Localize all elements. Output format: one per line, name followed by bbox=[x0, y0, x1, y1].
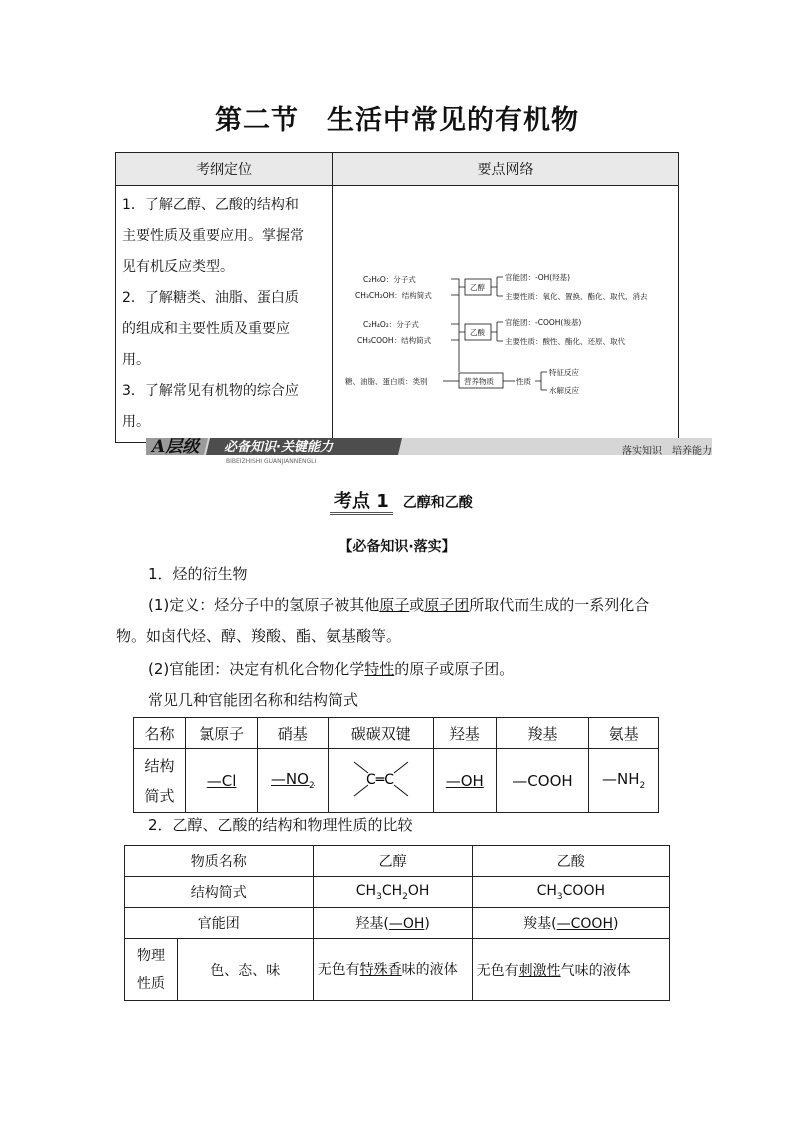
banner-main: 必备知识·关键能力 bbox=[224, 440, 333, 455]
header-network: 要点网络 bbox=[333, 153, 679, 186]
comparison-table bbox=[124, 845, 670, 1001]
acid-physical: 无色有刺激性气味的液体 bbox=[472, 939, 669, 1001]
acid-struct: CH₃COOH：结构简式 bbox=[357, 336, 432, 345]
syllabus-line: 主要性质及重要应用。掌握常 bbox=[122, 228, 304, 244]
acid-node: 乙酸 bbox=[470, 328, 485, 337]
row-physical: 物理 性质 bbox=[125, 939, 178, 1001]
col-nitro: 硝基 bbox=[258, 718, 328, 749]
underline-group: 原子团 bbox=[424, 596, 470, 614]
ethanol-structure: $CH_3CH_2OH$ bbox=[313, 877, 472, 908]
col-name: 名称 bbox=[134, 718, 186, 749]
nutrient-prop: 性质 bbox=[516, 377, 531, 386]
ethanol-fg-cell: 羟基(—OH) bbox=[313, 908, 472, 939]
double-bond-structure bbox=[346, 754, 416, 804]
row-color-state-odor: 色、态、味 bbox=[178, 939, 314, 1001]
nutrient-node: 营养物质 bbox=[464, 377, 494, 386]
banner-right-text: 落实知识 培养能力 bbox=[622, 446, 712, 457]
para-definition-cont: 物。如卤代烃、醇、羧酸、酯、氨基酸等。 bbox=[116, 627, 402, 645]
knowledge-network-diagram bbox=[333, 186, 681, 436]
svg-text:C═C: C═C bbox=[365, 771, 394, 788]
syllabus-cell bbox=[116, 186, 333, 443]
col-hydroxyl: 羟基 bbox=[433, 718, 496, 749]
cell-amino: $—NH_2$ bbox=[589, 749, 659, 813]
network-cell bbox=[333, 186, 679, 443]
row-functional-group: 官能团 bbox=[125, 908, 314, 939]
section-heading: 【必备知识·落实】 bbox=[338, 539, 456, 555]
syllabus-line: 1．了解乙醇、乙酸的结构和 bbox=[122, 197, 299, 213]
syllabus-line: 见有机反应类型。 bbox=[122, 259, 234, 275]
page-title: 第二节 生活中常见的有机物 bbox=[215, 105, 579, 136]
feature-reaction: 特征反应 bbox=[549, 368, 579, 377]
syllabus-line: 2．了解糖类、油脂、蛋白质 bbox=[122, 290, 299, 306]
col-amino: 氨基 bbox=[589, 718, 659, 749]
level-banner bbox=[146, 438, 712, 466]
acid-prop: 主要性质：酸性、酯化、还原、取代 bbox=[505, 337, 625, 346]
para-functional-group: (2)官能团：决定有机化合物化学特性的原子或原子团。 bbox=[148, 660, 515, 678]
acid-structure: $CH_3COOH$ bbox=[472, 877, 669, 908]
outline-table bbox=[115, 152, 679, 443]
ethanol-physical: 无色有特殊香味的液体 bbox=[313, 939, 472, 1001]
kaodian-heading bbox=[330, 487, 473, 513]
functional-group-table bbox=[133, 717, 659, 813]
level-label: A层级 bbox=[152, 438, 200, 457]
kaodian-label: 乙醇和乙酸 bbox=[402, 495, 473, 511]
acid-fg-cell: 羧基(—COOH) bbox=[472, 908, 669, 939]
cell-nitro: $—NO_2$ bbox=[258, 749, 328, 813]
cell-chloro: —Cl bbox=[186, 749, 258, 813]
syllabus-line: 用。 bbox=[122, 414, 150, 430]
acid-fg: 官能团：-COOH(羧基) bbox=[505, 318, 582, 327]
syllabus-line: 的组成和主要性质及重要应 bbox=[122, 321, 290, 337]
row-label-structure: 结构 简式 bbox=[134, 749, 186, 813]
para-definition: (1)定义：烃分子中的氢原子被其他原子或原子团所取代而生成的一系列化合 bbox=[148, 596, 650, 614]
syllabus-line: 3．了解常见有机物的综合应 bbox=[122, 383, 299, 399]
header-substance: 物质名称 bbox=[125, 846, 314, 877]
underline-property: 特性 bbox=[364, 660, 395, 678]
cell-carboxyl: —COOH bbox=[496, 749, 589, 813]
kaodian-number: 考点 1 bbox=[330, 491, 393, 515]
ethanol-prop: 主要性质：氧化、置换、酯化、取代、消去 bbox=[505, 292, 648, 301]
ethanol-fg: 官能团：-OH(羟基) bbox=[505, 273, 571, 282]
acid-formula: C₂H₄O₂：分子式 bbox=[363, 320, 419, 329]
syllabus-line: 用。 bbox=[122, 352, 150, 368]
header-ethanol: 乙醇 bbox=[313, 846, 472, 877]
row-structure: 结构简式 bbox=[125, 877, 314, 908]
ethanol-formula: C₂H₆O：分子式 bbox=[363, 275, 416, 284]
ethanol-node: 乙醇 bbox=[470, 283, 485, 292]
cell-double-bond bbox=[328, 749, 433, 813]
header-acetic-acid: 乙酸 bbox=[472, 846, 669, 877]
col-carboxyl: 羧基 bbox=[496, 718, 589, 749]
para-heading-2: 2．乙醇、乙酸的结构和物理性质的比较 bbox=[148, 816, 413, 834]
col-chloro: 氯原子 bbox=[186, 718, 258, 749]
banner-pinyin: BIBEIZHISHI GUANJIANNENGLI bbox=[226, 458, 317, 465]
hydrolysis-reaction: 水解反应 bbox=[549, 386, 579, 395]
para-heading-1: 1．烃的衍生物 bbox=[148, 565, 248, 583]
header-syllabus: 考纲定位 bbox=[116, 153, 333, 186]
cell-hydroxyl: —OH bbox=[433, 749, 496, 813]
underline-atom: 原子 bbox=[379, 596, 410, 614]
ethanol-struct: CH₃CH₂OH：结构简式 bbox=[355, 291, 432, 300]
col-double-bond: 碳碳双键 bbox=[328, 718, 433, 749]
nutrient-class: 糖、油脂、蛋白质：类别 bbox=[345, 377, 428, 386]
para-table-intro: 常见几种官能团名称和结构简式 bbox=[148, 691, 359, 709]
